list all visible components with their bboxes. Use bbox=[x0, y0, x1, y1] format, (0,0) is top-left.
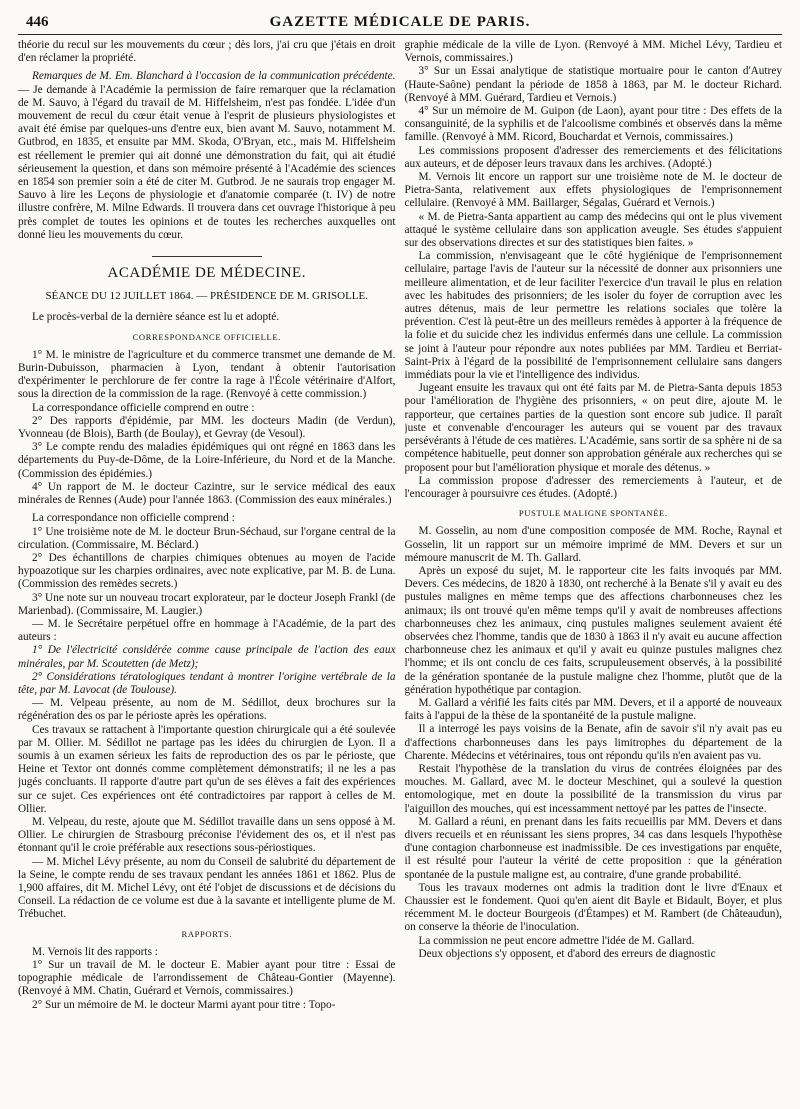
commission-hygiene: La commission, n'envisageant que le côté hygiénique de l'emprisonnement cellulaire, partage l'avis de l'auteur sur la nécessité de donner aux prisonniers une meilleure alimentation, et de leur faciliter l'exercice d'un travail le plus en relation avec les habitudes des prisonniers; de les isoler du foyer de corruption avec les autres détenus, mais de leur permettre les relations sociales que tolère la prévention. C'est là peut-être un des meilleurs remèdes à apporter à la fréquence de la folie et du suicide chez les individus enfermés dans une cellule. La commission se joint à l'auteur pour répondre aux notes publiées par MM. Tardieu et Berriat-Saint-Prix à l'égard de la possibilité de l'emprisonnement cellulaire sans dangers immédiats pour la vie et l'intelligence des individus. bbox=[404, 250, 782, 382]
translation-paragraph: Restait l'hypothèse de la translation du virus de contrées éloignées par des mouches. M. Gallard, avec M. le docteur Meschinet, qui a soulevé la question entomologique, met en doute la possibilité de la transmission du virus par l'aiguillon des mouches, qui est incessamment nettoyé par les pattes de l'insecte. bbox=[404, 762, 782, 815]
academy-heading: ACADÉMIE DE MÉDECINE. bbox=[107, 265, 306, 282]
official-item-2: 2° Des rapports d'épidémie, par MM. les docteurs Madin (de Verdun), Yvonneau (de Blois), Barth (de Boulay), et Gevray (de Vesoul). bbox=[18, 414, 396, 441]
levy-paragraph: — M. Michel Lévy présente, au nom du Conseil de salubrité du département de la Seine, le compte rendu de ses travaux pendant les années 1861 et 1862. Plus de 1,900 affaires, dit M. Michel Lévy, ont été l'objet de discussions et de décisions du Conseil. La rédaction de ce volume est due à la savante et intelligente plume de M. Trébuchet. bbox=[18, 855, 396, 921]
session-line: SÉANCE DU 12 JUILLET 1864. — PRÉSIDENCE DE M. GRISOLLE. bbox=[45, 290, 368, 303]
judging-paragraph: Jugeant ensuite les travaux qui ont été faits par M. de Pietra-Santa depuis 1853 pour l'amélioration de l'hygiène des prisonniers, « on peut dire, ajoute M. le rapporteur, que certaines parties de la question sont encore sub judice. Il paraît juste et convenable d'encourager les auteurs qui se vouent par des travaux persévérants à l'étude de ces matières. L'Académie, sans sortir de sa sphère ni de sa compétence habituelle, peut donner son approbation générale aux recherches qui se proposent pour but l'amélioration physique et morale des détenus. » bbox=[404, 382, 782, 474]
gathered-paragraph: M. Gallard a réuni, en prenant dans les faits recueillis par MM. Devers et dans divers recueils et en réunissant les siens propres, 34 cas dans lesquels l'hypothèse d'une contagion charbonneuse est inadmissible. De ces investigations par enquête, il est résulté pour l'auteur la vérité de cette proposition : que la génération spontanée de la pustule maligne est, au contraire, d'une grande probabilité. bbox=[404, 815, 782, 881]
nonofficial-item-1: 1° Une troisième note de M. le docteur Brun-Séchaud, sur l'organe central de la circulation. (Commissaire, M. Béclard.) bbox=[18, 525, 396, 551]
report-item-2-end: graphie médicale de la ville de Lyon. (Renvoyé à MM. Michel Lévy, Tardieu et Vernois, commissaires.) bbox=[404, 39, 782, 65]
modern-paragraph: Tous les travaux modernes ont admis la tradition dont le livre d'Enaux et Chaussier est le fondement. Quoi qu'en aient dit Bayle et Bidault, Boyer, et plus récemment M. le docteur Bourgeois (d'Étampes) et M. Rambert (de Châteaudun), on conserve la théorie de l'inoculation. bbox=[404, 881, 782, 934]
right-column bbox=[405, 39, 783, 1109]
secretary-item-2: 2° Considérations tératologiques tendant à montrer l'origine vertébrale de la tête, par M. Lavocat (de Toulouse). bbox=[18, 670, 396, 696]
official-item-4: 4° Un rapport de M. le docteur Cazintre, sur le service médical des eaux minérales de Rennes (Aude) pour l'année 1863. (Commission des eaux minérales.) bbox=[18, 480, 396, 507]
expose-paragraph: Après un exposé du sujet, M. le rapporteur cite les faits invoqués par MM. Devers. Ces médecins, de 1820 à 1830, ont recherché à la Benate s'il y avait eu des pustules malignes en même temps que des affections charbonneuses chez les animaux; ils ont trouvé qu'en même temps qu'il y avait de nombreuses affections charbonneuses chez les animaux, cinq pustules malignes seulement avaient été observées chez l'homme, tandis que de 1830 à 1863 il n'y avait eu aucune affection charbonneuse chez les animaux et qu'il y avait eu quinze pustules malignes chez l'homme; et ils ont conclu de ces faits, scrupuleusement observés, à la possibilité de la génération spontanée de la pustule maligne chez l'homme, plutôt que de la génération hypothétique par contagion. bbox=[404, 564, 782, 696]
blanchard-remark bbox=[18, 70, 396, 242]
gallard-verify-paragraph: M. Gallard a vérifié les faits cités par MM. Devers, et il a apporté de nouveaux faits à l'appui de la thèse de la spontanéité de la pustule maligne. bbox=[404, 696, 782, 723]
report-item-3: 3° Sur un Essai analytique de statistique mortuaire pour le canton d'Autrey (Haute-Saône) pendant la période de 1858 à 1863, par M. le docteur Richard. (Renvoyé à MM. Guérard, Tardieu et Vernois.) bbox=[404, 65, 782, 104]
section-divider bbox=[152, 256, 262, 257]
report-item-2-start: 2° Sur un mémoire de M. le docteur Marmi ayant pour titre : Topo- bbox=[32, 998, 336, 1011]
page-header bbox=[18, 12, 782, 35]
journal-title: GAZETTE MÉDICALE DE PARIS. bbox=[269, 14, 531, 30]
official-correspondence-heading: CORRESPONDANCE OFFICIELLE. bbox=[132, 331, 281, 342]
nonofficial-item-3: 3° Une note sur un nouveau trocart explorateur, par le docteur Joseph Frankl (de Marienbad). (Commissaire, M. Laugier.) bbox=[18, 591, 396, 617]
commissions-thanks: Les commissions proposent d'adresser des remerciements et des félicitations aux auteurs, et de déposer leurs travaux dans les archives. (Adopté.) bbox=[404, 144, 782, 170]
intro-paragraph: théorie du recul sur les mouvements du cœur ; dès lors, j'ai cru que j'étais en droit d'en réclamer la propriété. bbox=[18, 39, 396, 65]
blanchard-remark-body: — Je demande à l'Académie la permission de faire remarquer que la réclamation de M. Sauvo, à l'égard du travail de M. Hiffelsheim, n'est pas fondée. L'idée d'un mouvement de recul du cœur était venue à l'esprit de plusieurs physiologistes et avait été émise par quelques-uns d'entre eux, bien avant M. Sauvo, notamment M. Gutbrod, en 1835, et ensuite par MM. Skoda, O'Bryan, etc., mais M. Hiffelsheim est réellement le premier qui ait donné une démonstration du fait, qui ait étudié sérieusement la question, et dans son mémoire présenté à l'Académie des sciences en 1854 son premier soin a été de citer M. Gutbrod. Je ne saurais trop engager M. Sauvo à lire les Leçons de physiologie et d'anatomie comparée (t. IV) de notre illustre confrère, M. Milne Edwards. Il trouvera dans cet ouvrage l'historique à peu près complet de toutes les opinions et de toutes les recherches auxquelles ont donné lieu les mouvements du cœur. bbox=[18, 83, 396, 241]
cannot-admit-paragraph: La commission ne peut encore admettre l'idée de M. Gallard. bbox=[418, 934, 695, 947]
pietra-santa-quote: « M. de Pietra-Santa appartient au camp des médecins qui ont le plus vivement attaqué le système cellulaire dans son application aveugle. Ses études s'appuient sur des observations directes et sur des statistiques bien faites. » bbox=[404, 210, 782, 250]
commission-thanks-2: La commission propose d'adresser des remerciements à l'auteur, et de l'encourager à poursuivre ces études. (Adopté.) bbox=[404, 474, 782, 500]
secretary-item-1: 1° De l'électricité considérée comme cause principale de l'action des eaux minérales, par M. Scoutetten (de Metz); bbox=[18, 644, 396, 670]
interrogated-paragraph: Il a interrogé les pays voisins de la Benate, afin de savoir s'il n'y avait pas eu d'affections charbonneuses dans les pays limitrophes du département de la Charente. Médecins et vétérinaires, tous ont répondu qu'ils n'en avaient pas vu. bbox=[404, 723, 782, 762]
objections-paragraph: Deux objections s'y opposent, et d'abord des erreurs de diagnostic bbox=[418, 947, 716, 960]
nonofficial-intro: La correspondance non officielle comprend : bbox=[32, 512, 235, 525]
gosselin-paragraph: M. Gosselin, au nom d'une composition composée de MM. Roche, Raynal et Gosselin, lit un rapport sur un mémoire imprimé de MM. Devers et sur un mémoure manuscrit de M. Th. Gallard. bbox=[404, 525, 782, 564]
left-column bbox=[18, 39, 396, 1109]
velpeau-paragraph-3: M. Velpeau, du reste, ajoute que M. Sédillot travaille dans un sens opposé à M. Ollier. Le chirurgien de Strasbourg préconise l'évidement des os, et il n'est pas étonnant qu'il le croie préférable aux resections sous-périostiques. bbox=[18, 815, 396, 855]
official-item-3: 3° Le compte rendu des maladies épidémiques qui ont régné en 1863 dans les départements du Puy-de-Dôme, de la Loire-Inférieure, du Nord et de la Manche. (Commission des épidémies.) bbox=[18, 441, 396, 480]
official-intro: La correspondance officielle comprend en outre : bbox=[32, 401, 255, 414]
secretary-paragraph: — M. le Secrétaire perpétuel offre en hommage à l'Académie, de la part des auteurs : bbox=[18, 617, 396, 644]
two-column-body bbox=[18, 39, 782, 1109]
report-item-1: 1° Sur un travail de M. le docteur E. Mabier ayant pour titre : Essai de topographie médicale de l'arrondissement de Château-Gontier (Mayenne). (Renvoyé à MM. Chatin, Guérard et Vernois, commissaires.) bbox=[18, 959, 396, 998]
blanchard-remark-title: Remarques de M. Em. Blanchard à l'occasion de la communication précédente. bbox=[32, 70, 396, 83]
vernois-third-note: M. Vernois lit encore un rapport sur une troisième note de M. le docteur de Pietra-Santa, relativement aux effets physiologiques de l'emprisonnement cellulaire. (Renvoyé à MM. Baillarger, Ségalas, Guérard et Vernois.) bbox=[404, 171, 782, 210]
reports-heading: RAPPORTS. bbox=[181, 928, 232, 939]
nonofficial-item-2: 2° Des échantillons de charpies chimiques obtenues au moyen de l'acide hypoazotique sur les charpies ordinaires, avec note explicative, par M. B. de Luna. (Commission des remèdes secrets.) bbox=[18, 551, 396, 591]
page-number: 446 bbox=[26, 14, 49, 30]
velpeau-paragraph-2: Ces travaux se rattachent à l'importante question chirurgicale qui a été soulevée par M. Ollier. M. Sédillot ne partage pas les idées du chirurgien de Lyon. Il a soumis à un examen sérieux les faits de reproduction des os par le périoste, que Heine et Textor ont donnés comme complètement démonstratifs; il ne les a pas jugés concluants. Il rapporte d'autre part qu'un de ses élèves a fait des expériences sur ce sujet. Ces expériences ont été contradictoires par rapport à celles de M. Ollier. bbox=[18, 723, 396, 815]
minutes-paragraph: Le procès-verbal de la dernière séance est lu et adopté. bbox=[32, 311, 280, 324]
pustule-heading: PUSTULE MALIGNE SPONTANÉE. bbox=[518, 508, 668, 519]
report-item-4: 4° Sur un mémoire de M. Guipon (de Laon), ayant pour titre : Des effets de la consanguinité, de la syphilis et de l'alcoolisme combinés et observés dans la même famille. (Renvoyé à MM. Ricord, Bouchardat et Vernois, commissaires.) bbox=[404, 105, 782, 144]
vernois-intro: M. Vernois lit des rapports : bbox=[32, 945, 158, 958]
velpeau-paragraph-1: — M. Velpeau présente, au nom de M. Sédillot, deux brochures sur la régénération des os par le périoste après les opérations. bbox=[18, 697, 396, 723]
official-item-1: 1° M. le ministre de l'agriculture et du commerce transmet une demande de M. Burin-Dubuisson, pharmacien à Lyon, tendant à obtenir l'autorisation d'expérimenter le perchlorure de fer contre la rage à l'École vétérinaire d'Alfort, sous la direction de la commission de la rage. (Renvoyé à cette commission.) bbox=[18, 348, 396, 401]
